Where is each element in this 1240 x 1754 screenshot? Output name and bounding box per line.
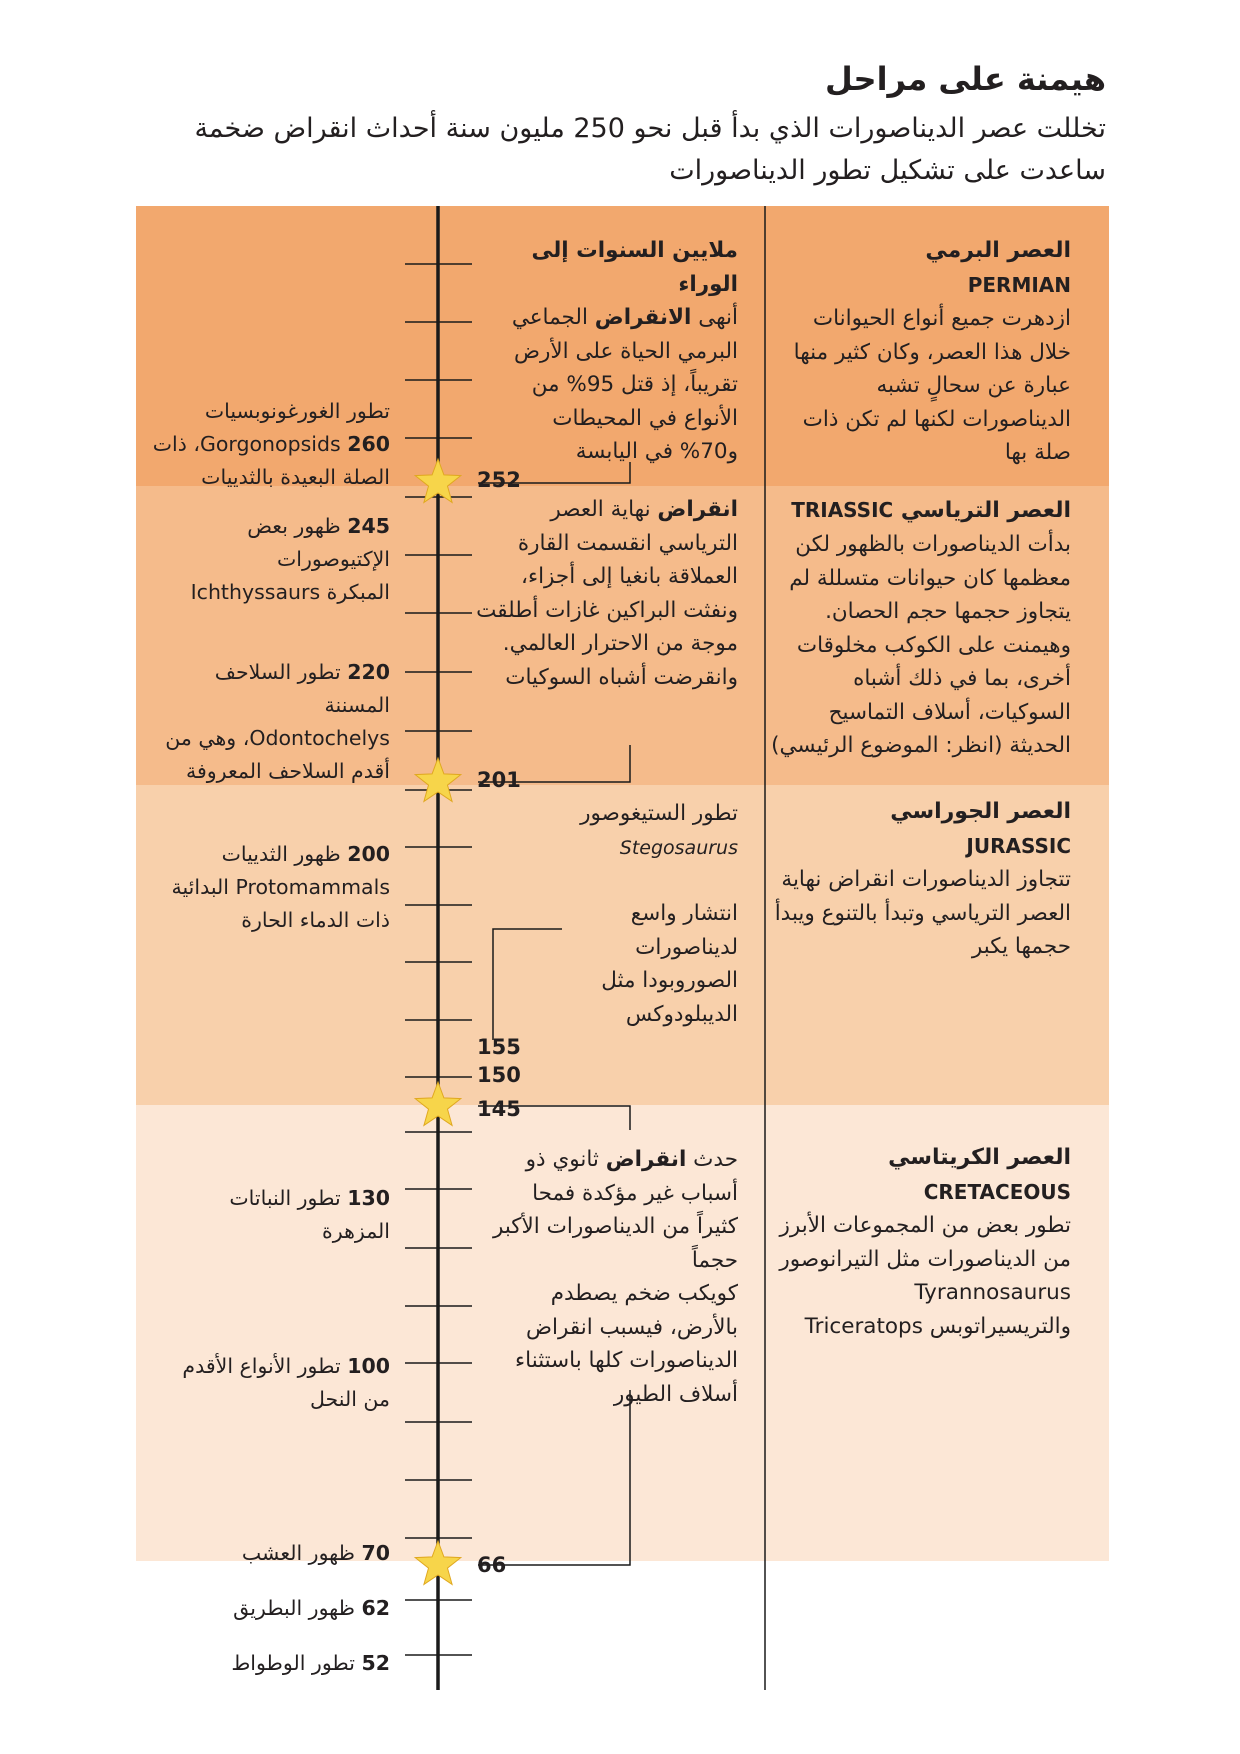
event-text: الإكتيوصورات <box>276 547 390 571</box>
era-name <box>771 493 1071 528</box>
event-line <box>150 838 390 871</box>
marker-150: 150 <box>477 1063 521 1087</box>
era-name-en: PERMIAN <box>967 273 1071 297</box>
event-245 <box>150 510 390 609</box>
event-line <box>150 461 390 494</box>
event-line <box>150 428 390 461</box>
event-year: 200 <box>347 842 390 866</box>
desc-latin-name: Triceratops <box>804 1313 923 1339</box>
event-line <box>150 395 390 428</box>
era-name-ar: العصر البرمي <box>925 238 1071 263</box>
text-emphasis: انقراض <box>657 497 738 522</box>
latin-name: Stegosaurus <box>619 836 738 859</box>
cretaceous-extinction-text <box>488 1143 738 1277</box>
event-text: المزهرة <box>322 1219 390 1243</box>
event-text: تطور الغورغونوبسيات <box>204 399 390 423</box>
event-text: Gorgonopsids، ذات <box>152 432 341 456</box>
middle-jurassic-sauropods <box>558 897 738 1031</box>
event-year: 260 <box>347 432 390 456</box>
event-line <box>150 1383 390 1416</box>
stegosaurus-en <box>488 831 738 866</box>
era-permian <box>771 234 1071 470</box>
era-description <box>771 1209 1071 1343</box>
event-line <box>150 543 390 576</box>
event-line <box>150 1537 390 1570</box>
event-line <box>150 1215 390 1248</box>
era-description: ازدهرت جميع أنواع الحيوانات خلال هذا العصر، وكان كثير منها عبارة عن سحالٍ تشبه الديناصورات لكنها لم تكن ذات صلة بها <box>793 306 1071 465</box>
triassic-extinction-text <box>473 493 738 694</box>
era-name-en: JURASSIC <box>966 834 1071 858</box>
event-text: أقدم السلاحف المعروفة <box>185 759 390 783</box>
event-line <box>150 1592 390 1625</box>
event-text: ظهور البطريق <box>233 1596 355 1620</box>
text-part: الجماعي البرمي الحياة على الأرض تقريباً، إذ قتل 95% من الأنواع في المحيطات و70% في اليابسة <box>511 305 738 464</box>
text-part: أنهى <box>691 305 738 330</box>
era-name-en: CRETACEOUS <box>923 1180 1071 1204</box>
event-line <box>150 1350 390 1383</box>
event-text: ظهور بعض <box>247 514 341 538</box>
event-220 <box>150 656 390 788</box>
stegosaurus-ar: تطور الستيغوصور <box>580 801 738 826</box>
event-text: ذات الدماء الحارة <box>241 908 390 932</box>
event-line <box>150 510 390 543</box>
event-text: ظهور العشب <box>241 1541 355 1565</box>
column-header: ملايين السنوات إلى الوراء <box>531 238 738 297</box>
marker-201: 201 <box>477 768 521 792</box>
asteroid-text: كويكب ضخم يصطدم بالأرض، فيسبب انقراض الديناصورات كلها باستثناء أسلاف الطيور <box>515 1281 738 1407</box>
event-text: تطور الأنواع الأقدم <box>182 1354 341 1378</box>
event-52 <box>150 1647 390 1680</box>
middle-cretaceous-1 <box>488 1143 738 1277</box>
event-text: Odontochelys، وهي من <box>165 726 390 750</box>
page-title: هيمنة على مراحل <box>824 60 1106 98</box>
event-line <box>150 576 390 609</box>
event-text: ظهور الثدييات <box>221 842 341 866</box>
text-part: ثانوي ذو أسباب غير مؤكدة فمحا كثيراً من الديناصورات الأكبر حجماً <box>492 1147 738 1273</box>
event-260 <box>150 395 390 494</box>
event-text: تطور النباتات <box>229 1186 341 1210</box>
era-name-en: TRIASSIC <box>791 498 894 522</box>
permian-extinction-text <box>488 301 738 469</box>
event-year: 245 <box>347 514 390 538</box>
event-line <box>150 1647 390 1680</box>
text-part: حدث <box>686 1147 738 1172</box>
event-text: تطور السلاحف المسننة <box>214 660 390 717</box>
page-subtitle: تخللت عصر الديناصورات الذي بدأ قبل نحو 250 مليون سنة أحداث انقراض ضخمة ساعدت على تشكيل تطور الديناصورات <box>194 113 1106 186</box>
era-description: تتجاوز الديناصورات انقراض نهاية العصر الترياسي وتبدأ بالتنوع ويبدأ حجمها يكبر <box>774 867 1071 959</box>
event-line <box>150 656 390 722</box>
event-text: تطور الوطواط <box>231 1651 355 1675</box>
era-triassic <box>771 493 1071 763</box>
text-emphasis: انقراض <box>605 1147 687 1172</box>
event-100 <box>150 1350 390 1416</box>
event-62 <box>150 1592 390 1625</box>
event-70 <box>150 1537 390 1570</box>
event-text: الصلة البعيدة بالثدييات <box>201 465 390 489</box>
marker-155: 155 <box>477 1035 521 1059</box>
event-year: 70 <box>361 1541 390 1565</box>
desc-part: تطور بعض من المجموعات الأبرز من الديناصورات مثل التيرانوصور <box>779 1213 1071 1272</box>
event-line <box>150 755 390 788</box>
sauropods-text: انتشار واسع لديناصورات الصوروبودا مثل الديبلودوكس <box>601 901 738 1027</box>
event-year: 130 <box>347 1186 390 1210</box>
era-name-ar: العصر الكريتاسي <box>888 1145 1071 1170</box>
desc-part: والتريسيراتوبس <box>929 1313 1071 1339</box>
event-200 <box>150 838 390 937</box>
middle-triassic <box>473 493 738 694</box>
event-line <box>150 722 390 755</box>
event-line <box>150 1182 390 1215</box>
era-cretaceous <box>771 1141 1071 1343</box>
marker-252: 252 <box>477 468 521 492</box>
era-jurassic <box>771 795 1071 964</box>
event-year: 220 <box>347 660 390 684</box>
middle-permian <box>488 234 738 469</box>
text-part: نهاية العصر الترياسي انقسمت القارة العملاقة بانغيا إلى أجزاء، ونفثت البراكين غازات أطلقت موجة من الاحترار العالمي. وانقرضت أشباه السوكيات <box>476 497 738 690</box>
event-line <box>150 904 390 937</box>
marker-66: 66 <box>477 1553 507 1577</box>
event-year: 52 <box>361 1651 390 1675</box>
event-year: 100 <box>347 1354 390 1378</box>
event-year: 62 <box>361 1596 390 1620</box>
era-name-ar: العصر الجوراسي <box>890 799 1071 824</box>
middle-jurassic-stego <box>488 797 738 865</box>
event-text: Protomammals البدائية <box>171 875 390 899</box>
marker-145: 145 <box>477 1097 521 1121</box>
text-emphasis: الانقراض <box>594 305 692 330</box>
middle-cretaceous-2 <box>488 1277 738 1411</box>
event-text: من النحل <box>310 1387 390 1411</box>
desc-latin-name: Tyrannosaurus <box>914 1280 1071 1305</box>
event-text: المبكرة Ichthyssaurs <box>190 580 390 604</box>
era-description: بدأت الديناصورات بالظهور لكن معظمها كان حيوانات متسللة لم يتجاوز حجمها حجم الحصان. وهيمنت على الكوكب مخلوقات أخرى، بما في ذلك أشباه السوكيات، أسلاف التماسيح الحديثة (انظر: الموضوع الرئيسي) <box>771 532 1071 758</box>
event-line <box>150 871 390 904</box>
event-130 <box>150 1182 390 1248</box>
era-name-ar: العصر الترياسي <box>900 498 1071 523</box>
